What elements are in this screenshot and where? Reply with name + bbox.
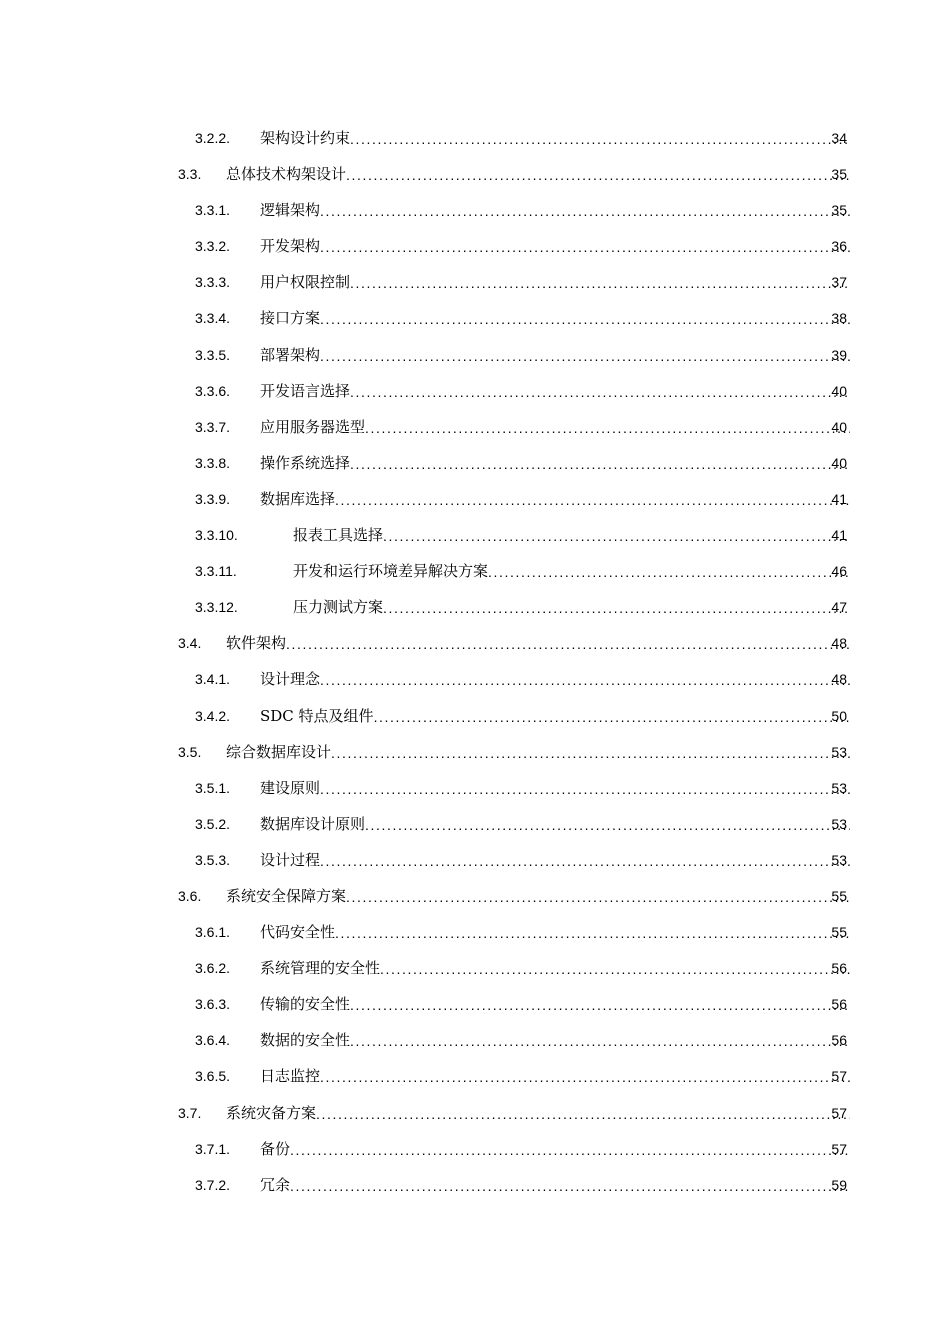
toc-entry-title-leader [260,959,850,977]
toc-entry-number: 3.3.7. [195,418,231,435]
dot-leader [320,853,850,869]
toc-entry-number: 3.6.5. [195,1068,231,1085]
toc-entry[interactable] [0,1094,950,1130]
dot-leader [290,1142,850,1158]
toc-entry-title-leader [260,815,850,833]
toc-entry-title-leader [260,273,850,291]
dot-leader [350,384,850,400]
toc-entry-page-number: 40 [831,454,847,471]
toc-entry-title: 冗余 [260,1175,291,1194]
toc-entry-number: 3.3.12. [195,599,238,616]
toc-entry-number: 3.3.8. [195,454,231,471]
toc-entry-title: 系统安全保障方案 [226,886,347,905]
toc-entry-title: 系统灾备方案 [226,1103,317,1122]
dot-leader [350,1033,850,1049]
toc-entry-title: SDC 特点及组件 [260,706,374,725]
toc-entry-page-number: 41 [831,527,847,544]
toc-entry-title-leader [260,454,850,472]
toc-entry-number: 3.6.2. [195,960,231,977]
dot-leader [488,564,850,580]
toc-entry-title-leader [260,779,850,797]
toc-entry-title: 开发架构 [260,237,321,256]
toc-entry[interactable] [0,155,950,191]
toc-entry[interactable] [0,841,950,877]
toc-entry-number: 3.3.6. [195,382,231,399]
toc-entry[interactable] [0,1021,950,1057]
toc-entry-number: 3.3.11. [195,563,237,580]
toc-entry[interactable] [0,1130,950,1166]
toc-entry-number: 3.3.5. [195,346,231,363]
toc-entry-page-number: 57 [831,1140,847,1157]
toc-entry-number: 3.3.3. [195,274,231,291]
toc-entry-title-leader [293,562,850,580]
toc-entry-title-leader [260,418,850,436]
toc-entry[interactable] [0,985,950,1021]
toc-entry-number: 3.7. [178,1104,202,1121]
toc-entry-number: 3.4.2. [195,707,231,724]
toc-entry-title-leader [260,851,850,869]
toc-entry-title: 总体技术构架设计 [226,165,347,184]
toc-entry-title: 部署架构 [260,345,321,364]
toc-entry-page-number: 48 [831,635,847,652]
toc-entry[interactable] [0,1166,950,1202]
toc-entry-title: 软件架构 [226,634,287,653]
toc-entry[interactable] [0,372,950,408]
toc-entry-page-number: 57 [831,1068,847,1085]
toc-entry-title-leader [260,1176,850,1194]
toc-entry-number: 3.6.1. [195,924,231,941]
toc-entry-title: 数据库设计原则 [260,814,366,833]
table-of-contents [0,119,950,1202]
toc-entry-page-number: 53 [831,779,847,796]
toc-entry-title: 接口方案 [260,309,321,328]
toc-entry-page-number: 53 [831,815,847,832]
toc-entry-title-leader [260,1140,850,1158]
toc-entry-title-leader [226,887,850,905]
dot-leader [335,492,850,508]
toc-entry-page-number: 39 [831,346,847,363]
toc-entry[interactable] [0,263,950,299]
toc-entry-title: 操作系统选择 [260,453,351,472]
toc-entry-page-number: 40 [831,382,847,399]
toc-entry-page-number: 53 [831,743,847,760]
toc-entry-number: 3.3. [178,166,202,183]
toc-entry-title-leader [260,309,850,327]
toc-entry-page-number: 50 [831,707,847,724]
toc-entry[interactable] [0,444,950,480]
toc-entry[interactable] [0,191,950,227]
toc-entry-title: 架构设计约束 [260,129,351,147]
toc-entry[interactable] [0,660,950,696]
toc-entry-title: 综合数据库设计 [226,742,332,761]
dot-leader [320,781,850,797]
toc-entry-title: 用户权限控制 [260,273,351,292]
toc-entry[interactable] [0,697,950,733]
dot-leader [346,167,850,183]
toc-entry-title: 开发语言选择 [260,381,351,400]
toc-entry-title-leader [226,634,850,652]
dot-leader [365,817,850,833]
dot-leader [320,311,850,327]
dot-leader [350,131,850,147]
toc-entry-title: 传输的安全性 [260,995,351,1014]
toc-entry-number: 3.7.2. [195,1176,231,1193]
toc-entry-number: 3.6.3. [195,996,231,1013]
dot-leader [350,275,850,291]
dot-leader [320,1069,850,1085]
toc-entry-title-leader [260,923,850,941]
toc-entry[interactable] [0,408,950,444]
dot-leader [316,1106,850,1122]
dot-leader [320,203,850,219]
toc-entry-title-leader [293,526,850,544]
dot-leader [331,745,850,761]
toc-entry-title-leader [260,670,850,688]
toc-entry-number: 3.4.1. [195,671,231,688]
toc-entry-page-number: 35 [831,202,847,219]
toc-entry-number: 3.5. [178,743,202,760]
toc-entry-title: 数据库选择 [260,489,336,508]
toc-entry-title-leader [260,707,850,725]
toc-entry-title: 压力测试方案 [293,598,384,617]
toc-entry-title: 建设原则 [260,778,321,797]
toc-entry[interactable] [0,949,950,985]
dot-leader [320,672,850,688]
toc-entry-number: 3.3.2. [195,238,231,255]
toc-entry-title-leader [226,1104,850,1122]
toc-entry-page-number: 56 [831,1032,847,1049]
toc-entry-number: 3.6.4. [195,1032,231,1049]
toc-entry[interactable] [0,624,950,660]
toc-entry-title-leader [260,995,850,1013]
dot-leader [350,456,850,472]
toc-entry-page-number: 59 [831,1176,847,1193]
toc-entry-number: 3.3.10. [195,527,238,544]
toc-entry-title: 报表工具选择 [293,526,384,545]
toc-entry-page-number: 48 [831,671,847,688]
toc-entry[interactable] [0,552,950,588]
dot-leader [286,636,850,652]
toc-entry-number: 3.4. [178,635,202,652]
toc-entry-page-number: 56 [831,960,847,977]
toc-entry-page-number: 46 [831,563,847,580]
toc-entry-page-number: 35 [831,166,847,183]
toc-entry-page-number: 53 [831,851,847,868]
dot-leader [290,1178,850,1194]
toc-entry[interactable] [0,769,950,805]
toc-entry-number: 3.6. [178,887,202,904]
toc-entry-title-leader [260,346,850,364]
toc-entry[interactable] [0,588,950,624]
toc-entry-title-leader [293,598,850,616]
toc-entry-title: 代码安全性 [260,923,336,942]
toc-entry[interactable] [0,480,950,516]
toc-entry-page-number: 38 [831,310,847,327]
toc-entry-number: 3.5.3. [195,851,231,868]
toc-entry-title: 备份 [260,1139,291,1158]
toc-entry-page-number: 55 [831,924,847,941]
toc-entry-title: 逻辑架构 [260,201,321,220]
toc-entry-number: 3.3.9. [195,490,231,507]
toc-entry-page-number: 34 [831,130,847,146]
dot-leader [346,889,850,905]
toc-entry-number: 3.5.1. [195,779,231,796]
toc-entry-title-leader [226,743,850,761]
toc-entry-page-number: 40 [831,418,847,435]
toc-entry-title-leader [260,1031,850,1049]
toc-entry-page-number: 41 [831,490,847,507]
toc-entry[interactable] [0,516,950,552]
toc-entry[interactable] [0,227,950,263]
toc-entry[interactable] [0,336,950,372]
toc-entry-title: 设计理念 [260,670,321,689]
toc-entry-number: 3.2.2. [195,130,231,146]
dot-leader [383,528,850,544]
toc-entry[interactable] [0,805,950,841]
toc-entry-page-number: 56 [831,996,847,1013]
dot-leader [380,961,850,977]
toc-entry-title-leader [260,129,850,147]
toc-entry[interactable] [0,733,950,769]
toc-entry-title: 应用服务器选型 [260,417,366,436]
toc-entry-page-number: 37 [831,274,847,291]
toc-entry-page-number: 36 [831,238,847,255]
toc-entry[interactable] [0,1057,950,1093]
dot-leader [365,420,850,436]
toc-entry-title: 数据的安全性 [260,1031,351,1050]
toc-entry-number: 3.3.4. [195,310,231,327]
toc-entry[interactable] [0,877,950,913]
toc-entry-title: 系统管理的安全性 [260,959,381,978]
dot-leader [335,925,850,941]
dot-leader [350,997,850,1013]
toc-entry[interactable] [0,299,950,335]
toc-entry[interactable] [0,119,950,155]
dot-leader [374,709,850,725]
toc-entry-title-leader [226,165,850,183]
toc-entry-page-number: 57 [831,1104,847,1121]
toc-entry-title-leader [260,490,850,508]
toc-entry-title-leader [260,237,850,255]
toc-entry-title: 开发和运行环境差异解决方案 [293,562,489,581]
dot-leader [320,239,850,255]
toc-entry-number: 3.5.2. [195,815,231,832]
toc-entry-number: 3.7.1. [195,1140,231,1157]
toc-entry-title-leader [260,1067,850,1085]
toc-entry-title-leader [260,382,850,400]
toc-entry-title: 设计过程 [260,850,321,869]
toc-entry-title-leader [260,201,850,219]
toc-entry-page-number: 47 [831,599,847,616]
dot-leader [320,348,850,364]
toc-entry-number: 3.3.1. [195,202,231,219]
toc-entry[interactable] [0,913,950,949]
dot-leader [383,600,850,616]
toc-entry-page-number: 55 [831,887,847,904]
toc-entry-title: 日志监控 [260,1067,321,1086]
